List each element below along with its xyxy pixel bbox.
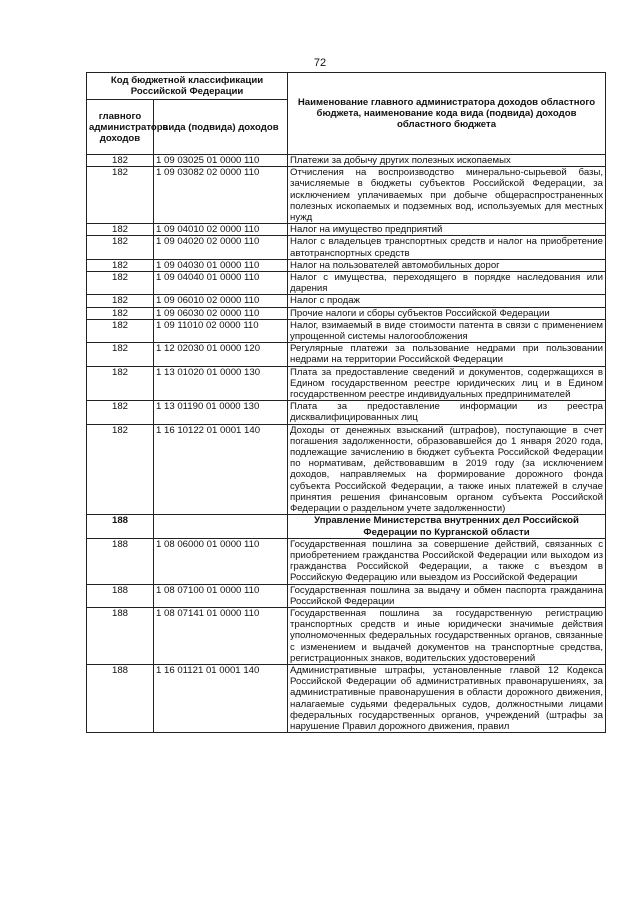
description-cell: Плата за предоставление информации из реестра дисквалифицированных лиц <box>288 401 606 424</box>
budget-classification-table <box>86 72 606 733</box>
admin-code-cell: 182 <box>87 343 154 366</box>
income-code-cell: 1 08 07141 01 0000 110 <box>154 607 288 664</box>
table-row <box>87 424 606 515</box>
admin-code-cell: 182 <box>87 295 154 307</box>
income-code-cell: 1 09 04030 01 0000 110 <box>154 259 288 271</box>
table-row <box>87 236 606 259</box>
table-row <box>87 155 606 167</box>
description-cell: Регулярные платежи за пользование недрами при пользовании недрами на территории Российской Федерации <box>288 343 606 366</box>
income-code-cell: 1 16 01121 01 0001 140 <box>154 664 288 732</box>
table-row <box>87 366 606 401</box>
table-row <box>87 343 606 366</box>
income-code-cell: 1 16 10122 01 0001 140 <box>154 424 288 515</box>
admin-code-cell: 182 <box>87 155 154 167</box>
description-cell: Налог на имущество предприятий <box>288 224 606 236</box>
description-cell: Налог, взимаемый в виде стоимости патента в связи с применением упрощенной системы налогообложения <box>288 319 606 342</box>
admin-code-cell: 182 <box>87 366 154 401</box>
income-code-cell: 1 09 04010 02 0000 110 <box>154 224 288 236</box>
admin-code-cell: 182 <box>87 319 154 342</box>
header-admin-code: главного администратора доходов <box>87 100 154 155</box>
income-code-cell: 1 09 11010 02 0000 110 <box>154 319 288 342</box>
income-code-cell: 1 09 04020 02 0000 110 <box>154 236 288 259</box>
description-cell: Налог с владельцев транспортных средств и налог на приобретение автотранспортных средств <box>288 236 606 259</box>
description-cell: Административные штрафы, установленные главой 12 Кодекса Российской Федерации об административных правонарушениях, за административные правонарушения в области дорожного движения, налагаемые судьями федеральных судов, должностными лицами федеральных государственных органов, учреждений (штрафы за нарушение Правил дорожного движения, правил <box>288 664 606 732</box>
admin-code-cell: 188 <box>87 664 154 732</box>
income-code-cell: 1 09 03082 02 0000 110 <box>154 167 288 224</box>
table-row <box>87 664 606 732</box>
table-row <box>87 307 606 319</box>
description-cell: Отчисления на воспроизводство минерально-сырьевой базы, зачисляемые в бюджеты субъектов Российской Федерации, за исключением уплачиваемых при добыче общераспространенных полезных ископаемых и подземных вод, используемых для местных нужд <box>288 167 606 224</box>
description-cell: Государственная пошлина за выдачу и обмен паспорта гражданина Российской Федерации <box>288 584 606 607</box>
table-row <box>87 272 606 295</box>
income-code-cell: 1 09 06010 02 0000 110 <box>154 295 288 307</box>
admin-code-cell: 182 <box>87 167 154 224</box>
admin-code-cell: 182 <box>87 307 154 319</box>
description-cell: Государственная пошлина за государственную регистрацию транспортных средств и иные юридически значимые действия уполномоченных федеральных государственных органов, связанные с изменением и выдачей документов на транспортные средства, регистрационных знаков, водительских удостоверений <box>288 607 606 664</box>
admin-code-cell: 182 <box>87 259 154 271</box>
table-row <box>87 515 606 538</box>
admin-code-cell: 182 <box>87 272 154 295</box>
income-code-cell <box>154 515 288 538</box>
description-cell: Прочие налоги и сборы субъектов Российской Федерации <box>288 307 606 319</box>
admin-code-cell: 188 <box>87 607 154 664</box>
table-row <box>87 607 606 664</box>
description-cell: Налог на пользователей автомобильных дорог <box>288 259 606 271</box>
table-row <box>87 401 606 424</box>
header-income-type: вида (подвида) доходов <box>154 100 288 155</box>
admin-code-cell: 182 <box>87 401 154 424</box>
description-cell: Плата за предоставление сведений и документов, содержащихся в Едином государственном реестре юридических лиц и в Едином государственном реестре индивидуальных предпринимателей <box>288 366 606 401</box>
description-cell: Доходы от денежных взысканий (штрафов), поступающие в счет погашения задолженности, образовавшейся до 1 января 2020 года, подлежащие зачислению в бюджет субъекта Российской Федерации по нормативам, действовавшим в 2019 году (за исключением доходов, направляемых на формирование дорожного фонда субъекта Российской Федерации, а также иных платежей в случае принятия решения финансовым органом субъекта Российской Федерации о раздельном учете задолженности) <box>288 424 606 515</box>
description-cell: Платежи за добычу других полезных ископаемых <box>288 155 606 167</box>
description-cell: Государственная пошлина за совершение действий, связанных с приобретением гражданства Российской Федерации или выходом из гражданства Российской Федерации, а также с въездом в Российскую Федерацию или выездом из Российской Федерации <box>288 538 606 584</box>
table-row <box>87 259 606 271</box>
description-cell: Управление Министерства внутренних дел Российской Федерации по Курганской области <box>288 515 606 538</box>
admin-code-cell: 182 <box>87 424 154 515</box>
table-row <box>87 224 606 236</box>
admin-code-cell: 188 <box>87 584 154 607</box>
admin-code-cell: 182 <box>87 224 154 236</box>
income-code-cell: 1 13 01190 01 0000 130 <box>154 401 288 424</box>
income-code-cell: 1 09 04040 01 0000 110 <box>154 272 288 295</box>
header-classification-code: Код бюджетной классификации Российской Федерации <box>87 73 288 100</box>
page-number: 72 <box>313 57 327 69</box>
admin-code-cell: 188 <box>87 538 154 584</box>
table-row <box>87 584 606 607</box>
income-code-cell: 1 13 01020 01 0000 130 <box>154 366 288 401</box>
description-cell: Налог с продаж <box>288 295 606 307</box>
table-row <box>87 319 606 342</box>
income-code-cell: 1 09 03025 01 0000 110 <box>154 155 288 167</box>
income-code-cell: 1 12 02030 01 0000 120 <box>154 343 288 366</box>
table-row <box>87 538 606 584</box>
header-name: Наименование главного администратора доходов областного бюджета, наименование кода вида (подвида) доходов областного бюджета <box>288 73 606 155</box>
admin-code-cell: 182 <box>87 236 154 259</box>
income-code-cell: 1 08 06000 01 0000 110 <box>154 538 288 584</box>
table-row <box>87 295 606 307</box>
income-code-cell: 1 09 06030 02 0000 110 <box>154 307 288 319</box>
income-code-cell: 1 08 07100 01 0000 110 <box>154 584 288 607</box>
table-body <box>87 155 606 733</box>
description-cell: Налог с имущества, переходящего в порядке наследования или дарения <box>288 272 606 295</box>
table-row <box>87 167 606 224</box>
admin-code-cell: 188 <box>87 515 154 538</box>
